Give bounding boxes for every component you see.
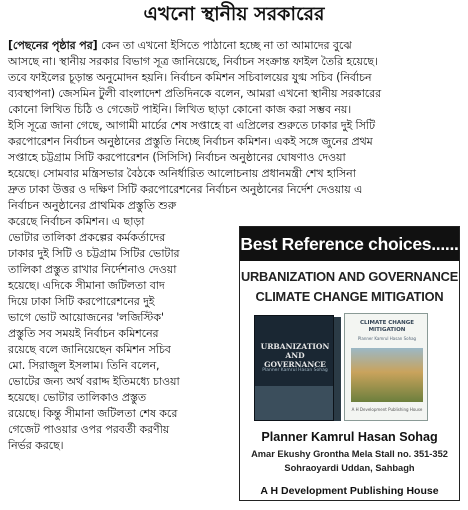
body-line-6: ইসি সূত্রে জানা গেছে, আগামী মার্চের শেষ সপ্তাহে বা এপ্রিলের শুরুতে ঢাকার দুই সিটি [8,119,375,132]
body-line-3: তবে ফাইলের চূড়ান্ত অনুমোদন হয়নি। নির্বাচন কমিশন সচিবালয়ের যুগ্ম সচিব (নির্বাচন [8,71,372,84]
headline: এখনো স্থানীয় সরকারের [143,3,325,25]
body-line-1 [8,38,460,53]
body-line-7: করপোরেশন নির্বাচন অনুষ্ঠানের প্রস্তুতি নিচ্ছে নির্বাচন কমিশন। একই সঙ্গে জুনের প্রথম [8,135,373,148]
cover1-title: URBANIZATION AND GOVERNANCE [260,342,330,369]
book-spine [334,317,341,421]
book-advertisement [239,226,460,501]
book-cover-climate [344,313,428,421]
book-cover-urbanization [254,315,334,421]
continued-tag: [পেছনের পৃষ্ঠার পর] [8,39,98,52]
body-line-9: হয়েছে। সোমবার মন্ত্রিসভার বৈঠকে অনির্ধারিত আলোচনায় প্রধানমন্ত্রী শেখ হাসিনা [8,167,356,180]
col-line-6: হয়েছে। এদিকে সীমানা জটিলতা বাদ [8,279,165,292]
col-line-11: মো. সিরাজুল ইসলাম। তিনি বলেন, [8,359,160,372]
ad-address-line-1: Amar Ekushy Grontha Mela Stall no. 351-352 [251,449,448,459]
col-line-13: হয়েছে। ভোটার তালিকাও প্রস্তুত [8,391,147,404]
col-line-9: প্রস্তুতি সব সময়ই নির্বাচন কমিশনের [8,327,159,340]
ad-publisher: A H Development Publishing House [260,485,439,497]
ad-heading: Best Reference choices...... [240,227,459,261]
col-line-5: তালিকা প্রস্তুত রাখার নির্দেশনাও দেওয়া [8,263,177,276]
ad-book-title-1: URBANIZATION AND GOVERNANCE [240,269,459,284]
col-line-1: নির্বাচন অনুষ্ঠানের প্রাথমিক প্রস্তুতি শুরু [8,199,177,212]
col-line-16: নির্ভর করছে। [8,439,64,452]
ad-address-line-2: Sohraoyardi Uddan, Sahbagh [284,463,415,473]
cover2-title: CLIMATE CHANGE MITIGATION [359,320,415,333]
body-line-10: দ্রুত ঢাকা উত্তর ও দক্ষিণ সিটি করপোরেশনের নির্বাচন অনুষ্ঠানের নির্দেশ দেওয়ায় এ [8,183,363,196]
col-line-15: গেজেট পাওয়ার ওপর পরবর্তী করণীয় [8,423,170,436]
body-line-1-text: কেন তা এখনো ইসিতে পাঠানো হচ্ছে না তা আমাদের বুঝে [97,39,352,52]
col-line-12: ভোটের জন্য অর্থ বরাদ্দ ইতিমধ্যে চাওয়া [8,375,180,388]
cover2-publisher: A H Development Publishing House [351,407,423,412]
cover2-landscape-image [351,348,423,402]
col-line-3: ভোটার তালিকা প্রকল্পের কর্মকর্তাদের [8,231,166,244]
col-line-8: ভাগে ভোট আয়োজনের 'লজিস্টিক' [8,311,164,324]
body-line-5: কোনো লিখিত চিঠি ও গেজেট পাইনি। লিখিত ছাড়া কোনো কাজ করা সম্ভব নয়। [8,103,352,116]
col-line-4: ঢাকার দুই সিটি ও চট্টগ্রাম সিটির ভোটার [8,247,180,260]
col-line-2: করেছে নির্বাচন কমিশন। এ ছাড়া [8,215,145,228]
cover2-author: Planner Kamrul Hasan Sohag [357,336,417,341]
ad-author: Planner Kamrul Hasan Sohag [261,430,438,444]
body-line-4: ব্যবস্থাপনা) জেসমিন টুলী বাংলাদেশ প্রতিদিনকে বলেন, আমরা এখনো স্থানীয় সরকারের [8,87,382,100]
col-line-7: দিয়ে ঢাকা সিটি করপোরেশনের দুই [8,295,155,308]
col-line-10: রয়েছে বলে জানিয়েছেন কমিশন সচিব [8,343,171,356]
body-line-8: সপ্তাহে চট্টগ্রাম সিটি করপোরেশন (সিসিসি) নির্বাচন অনুষ্ঠানের ঘোষণাও দেওয়া [8,151,346,164]
ad-book-title-2: CLIMATE CHANGE MITIGATION [255,289,444,304]
cover1-author: Planner Kamrul Hasan Sohag [262,368,328,373]
col-line-14: রয়েছে। কিন্তু সীমানা জটিলতা শেষ করে [8,407,178,420]
cover1-band [255,386,333,421]
body-line-2: আসছে না। স্থানীয় সরকার বিভাগ সূত্র জানিয়েছে, নির্বাচন সংক্রান্ত ফাইল তৈরি হয়েছে। [8,55,378,68]
